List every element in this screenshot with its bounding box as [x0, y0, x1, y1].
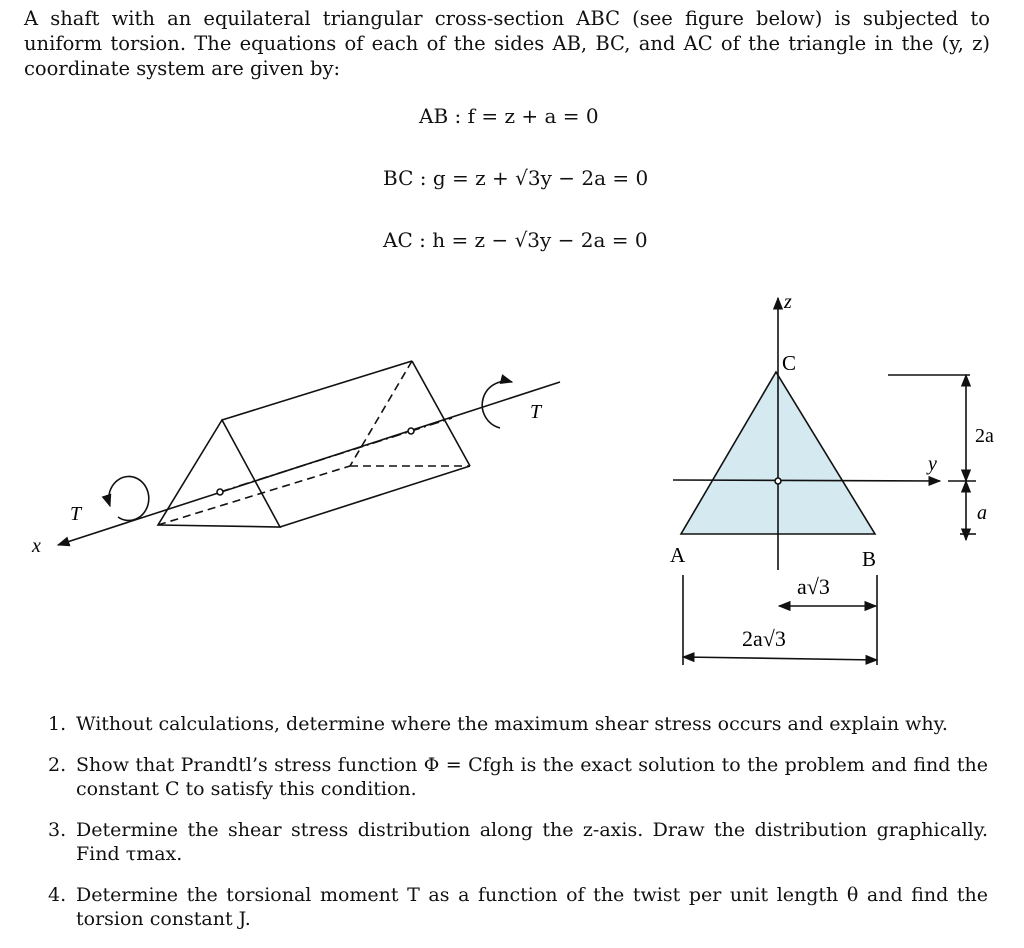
prism-front-face: [158, 420, 280, 527]
torque-right-arrow: [482, 381, 512, 428]
centroid-back: [408, 428, 414, 434]
z-axis-label: z: [784, 291, 792, 313]
torque-left-arrow: [109, 476, 149, 520]
question-list: [48, 712, 988, 948]
question-item: [48, 712, 988, 736]
question-item: [48, 753, 988, 801]
dim-a-sqrt3-label: a√3: [797, 574, 830, 599]
question-text: Determine the shear stress distribution along the z-axis. Draw the distribution graphically. Find τmax.: [76, 819, 988, 865]
dim-2a-sqrt3-label: 2a√3: [742, 626, 786, 651]
question-item: [48, 818, 988, 866]
equation-ab: AB : f = z + a = 0: [419, 104, 599, 128]
question-number: 3.: [48, 819, 67, 841]
centroid-point: [775, 478, 781, 484]
x-axis-label: x: [32, 535, 41, 557]
dim-2a-sqrt3-line: [683, 657, 877, 660]
dim-2a-label: 2a: [975, 425, 994, 447]
torque-label-right: T: [530, 401, 542, 423]
vertex-c-label: C: [782, 351, 797, 375]
question-text: Determine the torsional moment T as a function of the twist per unit length θ and find the torsion constant J.: [76, 884, 988, 930]
equation-bc: BC : g = z + √3y − 2a = 0: [383, 166, 649, 190]
problem-intro: A shaft with an equilateral triangular cross-section ABC (see figure below) is subjected to uniform torsion. The equations of each of the sides AB, BC, and AC of the triangle in the (y, z) coordinate system are given by:: [24, 7, 990, 80]
y-axis-line: [673, 480, 940, 481]
y-axis-label: y: [928, 453, 937, 475]
question-text: Show that Prandtl’s stress function Φ = Cfgh is the exact solution to the problem and find the constant C to satisfy this condition.: [76, 754, 988, 800]
question-number: 1.: [48, 713, 67, 735]
question-number: 2.: [48, 754, 67, 776]
question-text: Without calculations, determine where the maximum shear stress occurs and explain why.: [76, 713, 948, 735]
centroid-front: [217, 489, 223, 495]
prism-figure: [58, 361, 560, 545]
torque-label-left: T: [70, 503, 82, 525]
vertex-a-label: A: [670, 543, 686, 567]
equation-ac: AC : h = z − √3y − 2a = 0: [383, 228, 648, 252]
cross-section-figure: [673, 298, 976, 665]
vertex-b-label: B: [862, 547, 877, 571]
question-item: [48, 883, 988, 931]
dim-a-label: a: [977, 502, 987, 524]
question-number: 4.: [48, 884, 67, 906]
